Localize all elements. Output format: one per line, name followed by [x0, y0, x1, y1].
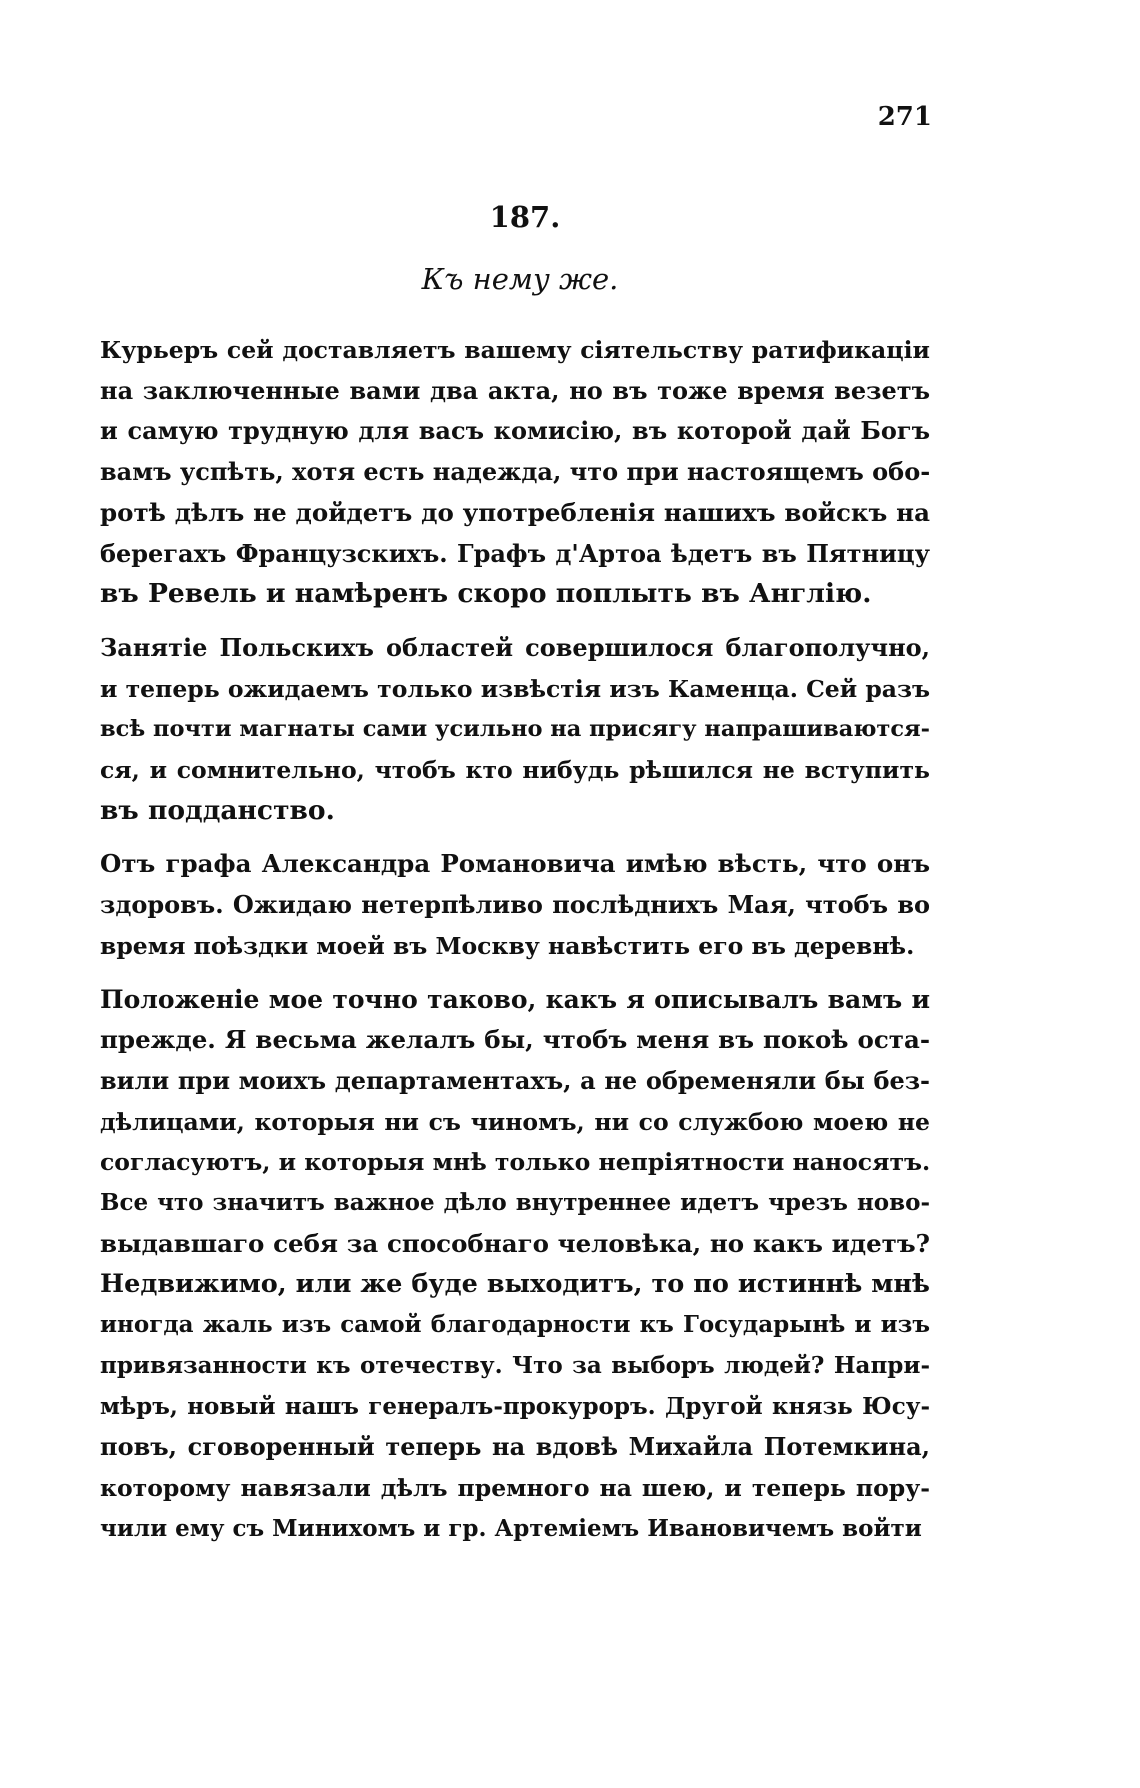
text-line: которому навязали дѣлъ премного на шею, и теперь пору- — [100, 1473, 930, 1502]
text-line: повъ, сговоренный теперь на вдовѣ Михайла Потемкина, — [100, 1432, 930, 1462]
text-line: здоровъ. Ожидаю нетерпѣливо послѣднихъ Мая, чтобъ во — [100, 890, 930, 920]
text-line: вили при моихъ департаментахъ, а не обременяли бы без- — [100, 1065, 930, 1095]
text-line: Курьеръ сей доставляетъ вашему сіятельству ратификаціи — [100, 336, 930, 364]
text-line: время поѣздки моей въ Москву навѣстить его въ деревнѣ. — [100, 931, 915, 960]
text-line: мѣръ, новый нашъ генералъ-прокуроръ. Другой князь Юсу- — [100, 1392, 930, 1420]
text-line: дѣлицами, которыя ни съ чиномъ, ни со службою моею не — [100, 1107, 930, 1136]
text-line: вамъ успѣть, хотя есть надежда, что при настоящемъ обо- — [100, 457, 931, 487]
paragraph — [100, 980, 930, 1550]
paragraph — [100, 628, 930, 832]
text-line: ротѣ дѣлъ не дойдетъ до употребленія нашихъ войскъ на — [100, 497, 930, 527]
text-line: привязанности къ отечеству. Что за выборъ людей? Напри- — [100, 1351, 930, 1379]
text-line: всѣ почти магнаты сами усильно на присягу напрашиваются- — [100, 716, 930, 743]
text-line: Положеніе мое точно таково, какъ я описывалъ вамъ и — [100, 984, 930, 1014]
text-line: Занятіе Польскихъ областей совершилося благополучно, — [100, 632, 930, 662]
page-number: 271 — [877, 102, 932, 132]
text-line: Недвижимо, или же буде выходитъ, то по истиннѣ мнѣ — [100, 1269, 930, 1300]
text-line: согласуютъ, и которыя мнѣ только непріятности наносятъ. — [100, 1148, 931, 1177]
text-line: иногда жаль изъ самой благодарности къ Государынѣ и изъ — [100, 1311, 930, 1339]
text-line: берегахъ Французскихъ. Графъ д'Артоа ѣдетъ въ Пятницу — [100, 538, 930, 568]
text-line: въ Ревель и намѣренъ скоро поплыть въ Англію. — [100, 578, 872, 610]
text-line: ся, и сомнительно, чтобъ кто нибудь рѣшился не вступить — [100, 756, 930, 785]
text-line: прежде. Я весьма желалъ бы, чтобъ меня въ покоѣ оста- — [100, 1025, 930, 1055]
text-line: Все что значитъ важное дѣло внутреннее идетъ чрезъ ново- — [100, 1189, 930, 1217]
text-line: выдавшаго себя за способнаго человѣка, но какъ идетъ? — [100, 1228, 930, 1258]
letter-heading: Къ нему же. — [421, 262, 619, 296]
text-line: и самую трудную для васъ комисію, въ которой дай Богъ — [100, 416, 930, 446]
text-line: Отъ графа Александра Романовича имѣю вѣсть, что онъ — [100, 849, 930, 879]
paragraph — [100, 844, 930, 966]
text-line: на заключенные вами два акта, но въ тоже время везетъ — [100, 375, 930, 405]
text-line: и теперь ожидаемъ только извѣстія изъ Каменца. Сей разъ — [100, 674, 931, 703]
text-line: чили ему съ Минихомъ и гр. Артеміемъ Ивановичемъ войти — [100, 1514, 922, 1542]
paragraph — [100, 330, 930, 615]
text-line: въ подданство. — [100, 794, 335, 826]
letter-body — [100, 330, 930, 1562]
letter-number: 187. — [489, 200, 561, 234]
